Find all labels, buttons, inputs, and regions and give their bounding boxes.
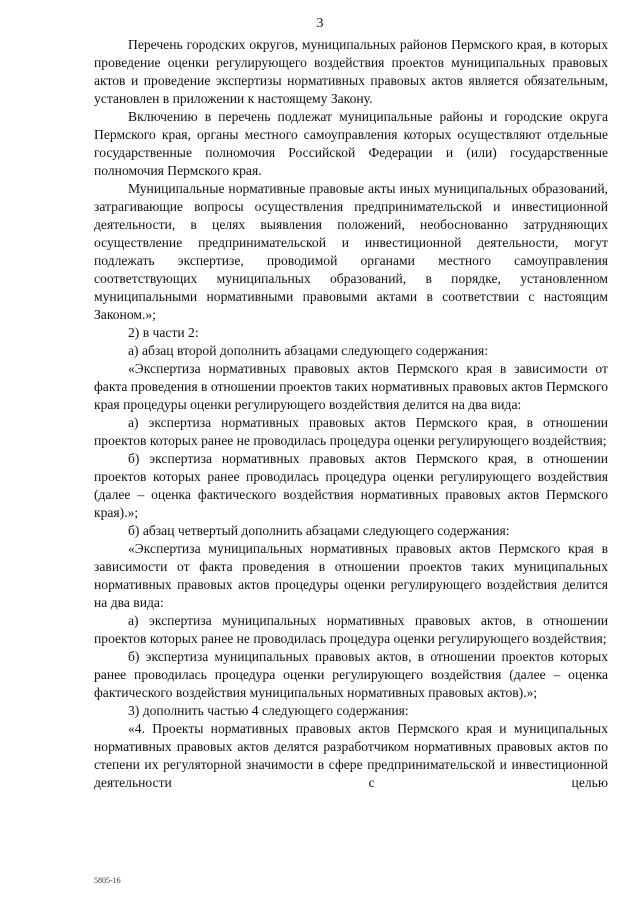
paragraph: Муниципальные нормативные правовые акты иных муниципальных образований, затрагивающие вопросы осуществления предпринимательской и инвестиционной деятельности, в целях выявления положений, необоснованно затрудняющих осуществление предпринимательской и инвестиционной деятельности, могут подлежать экспертизе, проводимой органами местного самоуправления соответствующих муниципальных образований, в порядке, установленном муниципальными нормативными правовыми актами в соответствии с настоящим Законом.»;	[94, 181, 608, 322]
document-body	[94, 36, 608, 792]
paragraph: Перечень городских округов, муниципальных районов Пермского края, в которых проведение оценки регулирующего воздействия проектов муниципальных правовых актов и проведение экспертизы нормативных правовых актов является обязательным, установлен в приложении к настоящему Закону.	[94, 37, 608, 106]
paragraph: а) экспертиза муниципальных нормативных правовых актов, в отношении проектов которых ранее не проводилась процедура оценки регулирующего воздействия;	[94, 613, 608, 646]
paragraph: а) абзац второй дополнить абзацами следующего содержания:	[128, 343, 488, 358]
paragraph: «4. Проекты нормативных правовых актов Пермского края и муниципальных нормативных правовых актов делятся разработчиком нормативных правовых актов по степени их регуляторной значимости в сфере предпринимательской и инвестиционной деятельности с целью	[94, 721, 608, 790]
footer-code: 5805-16	[94, 876, 121, 885]
paragraph: Включению в перечень подлежат муниципальные районы и городские округа Пермского края, органы местного самоуправления которых осуществляют отдельные государственные полномочия Российской Федерации и (или) государственные полномочия Пермского края.	[94, 109, 608, 178]
paragraph: б) экспертиза нормативных правовых актов Пермского края, в отношении проектов которых ранее проводилась процедура оценки регулирующего воздействия (далее – оценка фактического воздействия нормативных правовых актов Пермского края).»;	[94, 451, 608, 520]
paragraph: б) абзац четвертый дополнить абзацами следующего содержания:	[128, 523, 510, 538]
paragraph: а) экспертиза нормативных правовых актов Пермского края, в отношении проектов которых ранее не проводилась процедура оценки регулирующего воздействия;	[94, 415, 608, 448]
paragraph: 3) дополнить частью 4 следующего содержания:	[128, 703, 409, 718]
page-number: 3	[316, 16, 324, 31]
paragraph: 2) в части 2:	[128, 325, 199, 340]
paragraph: «Экспертиза муниципальных нормативных правовых актов Пермского края в зависимости от факта проведения в отношении проектов таких муниципальных нормативных правовых актов процедуры оценки регулирующего воздействия делится на два вида:	[94, 541, 608, 610]
paragraph: б) экспертиза муниципальных правовых актов, в отношении проектов которых ранее проводилась процедура оценки регулирующего воздействия (далее – оценка фактического воздействия муниципальных нормативных правовых актов).»;	[94, 649, 608, 700]
paragraph: «Экспертиза нормативных правовых актов Пермского края в зависимости от факта проведения в отношении проектов таких нормативных правовых актов Пермского края процедуры оценки регулирующего воздействия делится на два вида:	[94, 361, 608, 412]
